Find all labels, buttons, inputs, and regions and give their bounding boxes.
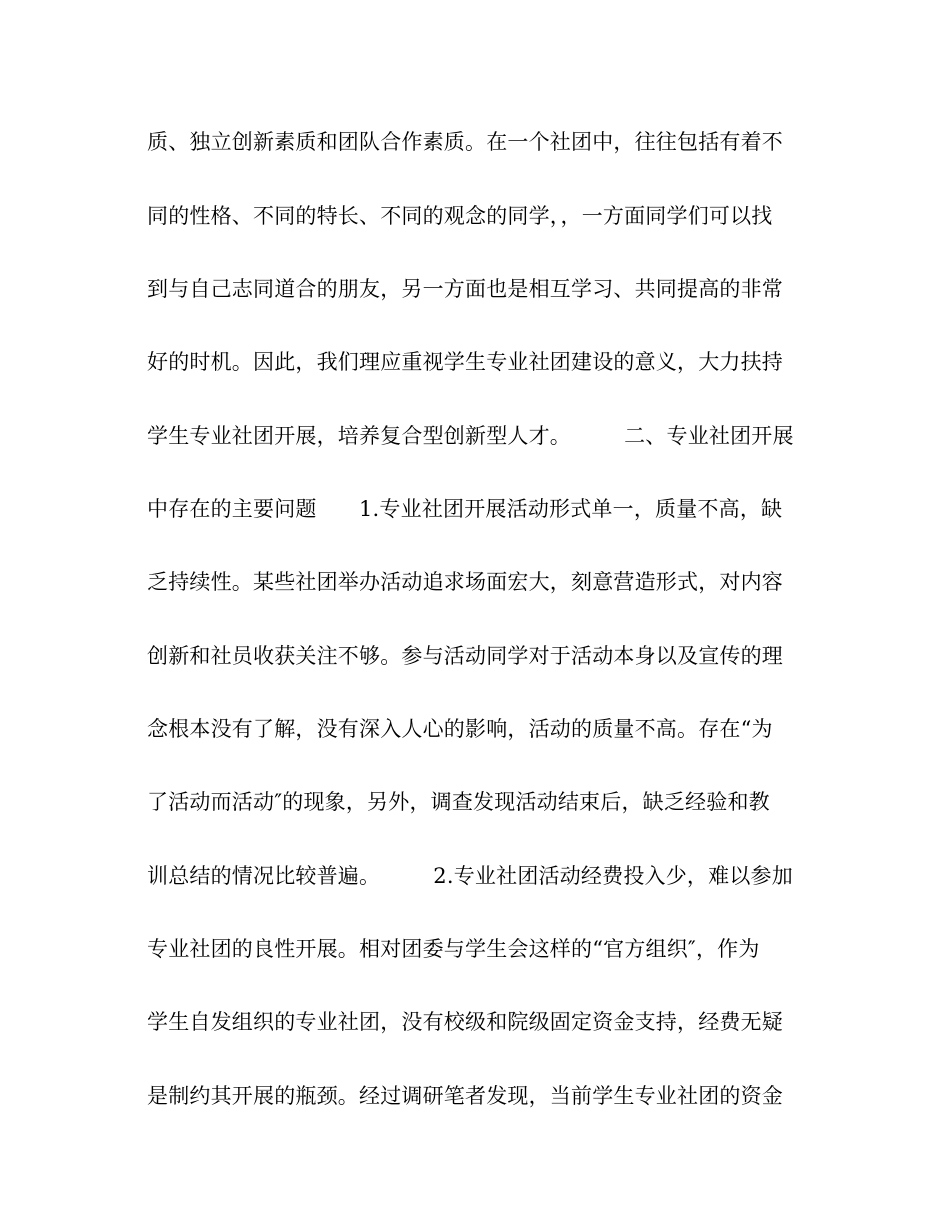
text-line: 好的时机。因此，我们理应重视学生专业社团建设的意义，大力扶持 [147,350,783,374]
text-line: 到与自己志同道合的朋友，另一方面也是相互学习、共同提高的非常 [147,277,783,301]
text-line: 创新和社员收获关注不够。参与活动同学对于活动本身以及宣传的理 [147,644,783,668]
text-line: 专业社团的良性开展。相对团委与学生会这样的“官方组织″，作为 [147,937,760,961]
text-line: 学生专业社团开展，培养复合型创新型人才。 二、专业社团开展 [147,424,794,448]
text-line: 是制约其开展的瓶颈。经过调研笔者发现，当前学生专业社团的资金 [147,1084,783,1108]
text-line: 质、独立创新素质和团队合作素质。在一个社团中，往往包括有着不 [147,130,783,154]
text-line: 乏持续性。某些社团举办活动追求场面宏大，刻意营造形式，对内容 [147,570,783,594]
text-line: 训总结的情况比较普遍。 2.专业社团活动经费投入少，难以参加 [147,864,793,888]
text-line: 中存在的主要问题 1.专业社团开展活动形式单一，质量不高，缺 [147,497,783,521]
text-line: 念根本没有了解，没有深入人心的影响，活动的质量不高。存在“为 [147,717,773,741]
text-line: 同的性格、不同的特长、不同的观念的同学，，一方面同学们可以找 [147,204,773,228]
text-line: 学生自发组织的专业社团，没有校级和院级固定资金支持，经费无疑 [147,1010,783,1034]
text-line: 了活动而活动″的现象，另外，调查发现活动结束后，缺乏经验和教 [147,790,770,814]
